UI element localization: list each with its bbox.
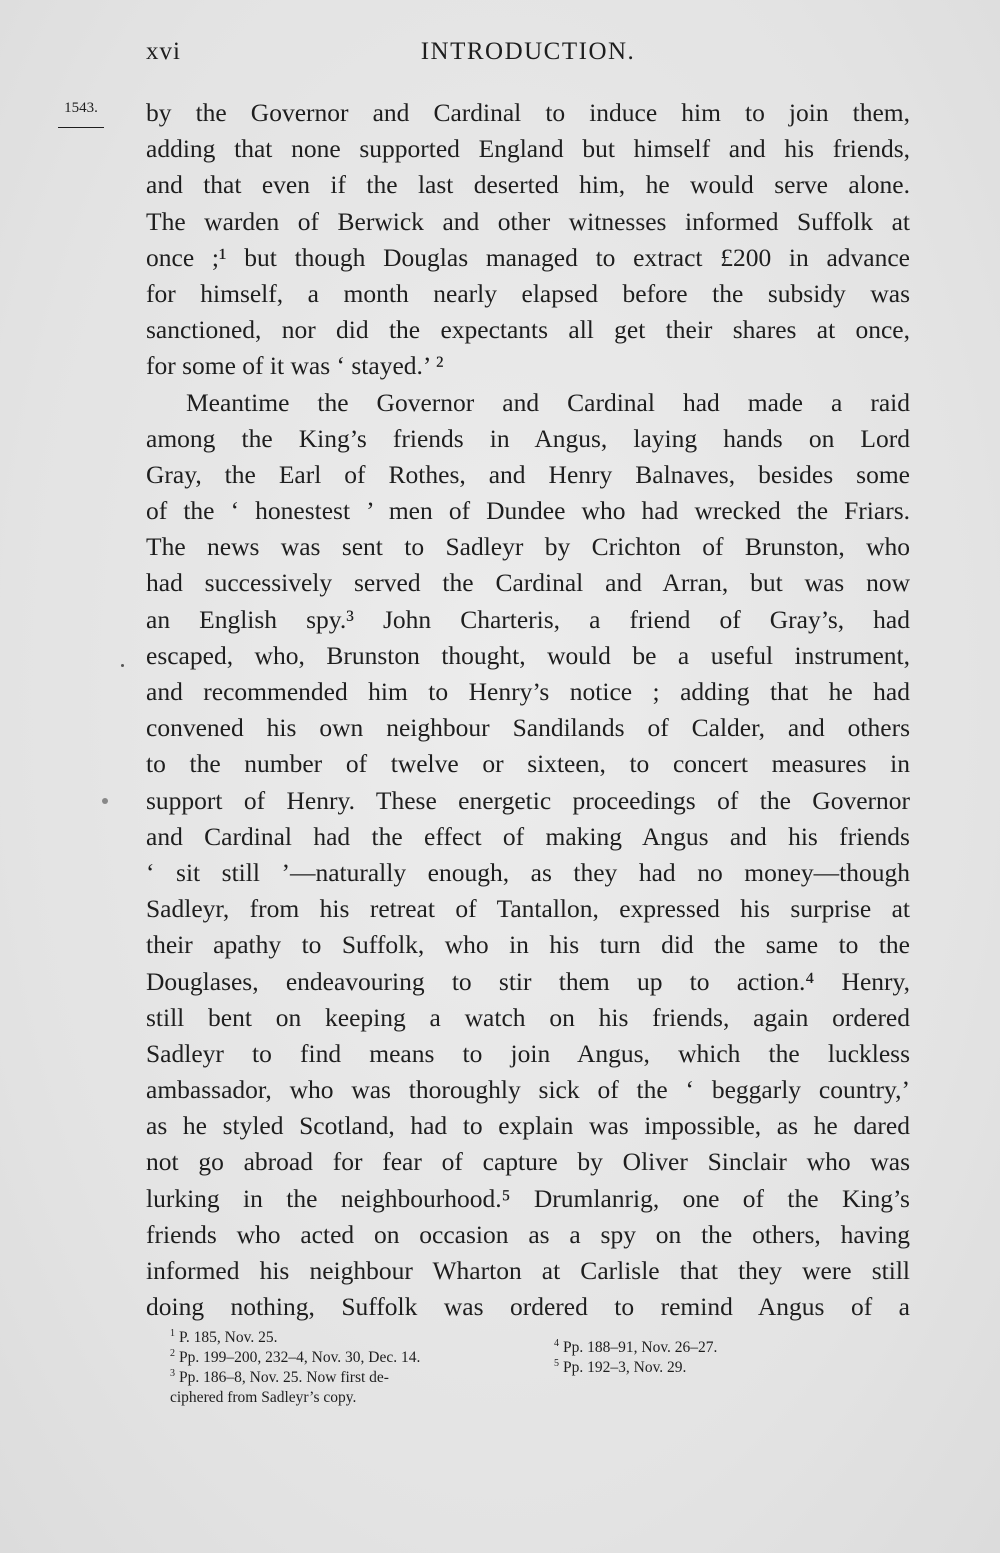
text-line: by the Governor and Cardinal to induce him to join them,	[146, 98, 910, 127]
text-line: once ;¹ but though Douglas managed to extract £200 in advance	[146, 242, 910, 272]
footnote-continuation: ciphered from Sadleyr’s copy.	[170, 1389, 357, 1406]
text-line: an English spy.³ John Charteris, a friend of Gray’s, had	[146, 604, 910, 634]
page-header	[146, 38, 910, 78]
text-line: and that even if the last deserted him, he would serve alone.	[146, 170, 910, 200]
footnote-text: P. 185, Nov. 25.	[179, 1329, 278, 1346]
text-line: The news was sent to Sadleyr by Crichton of Brunston, who	[146, 532, 910, 562]
footnote	[170, 1368, 540, 1388]
footnote-mark: 4	[554, 1338, 559, 1349]
text-line: for himself, a month nearly elapsed before the subsidy was	[146, 278, 910, 308]
text-line: escaped, who, Brunston thought, would be a useful instrument,	[146, 640, 910, 670]
text-line: their apathy to Suffolk, who in his turn did the same to the	[146, 930, 910, 960]
text-line: Sadleyr, from his retreat of Tantallon, expressed his surprise at	[146, 894, 910, 924]
text-line: Gray, the Earl of Rothes, and Henry Balnaves, besides some	[146, 459, 910, 489]
text-line: support of Henry. These energetic proceedings of the Governor	[146, 785, 910, 815]
text-line: friends who acted on occasion as a spy on the others, having	[146, 1219, 910, 1249]
text-line: as he styled Scotland, had to explain was impossible, as he dared	[146, 1111, 910, 1141]
footnote	[554, 1338, 894, 1358]
text-line: Douglases, endeavouring to stir them up to action.⁴ Henry,	[146, 966, 910, 996]
text-line: The warden of Berwick and other witnesses informed Suffolk at	[146, 206, 910, 236]
text-line: adding that none supported England but himself and his friends,	[146, 134, 910, 164]
text-line: informed his neighbour Wharton at Carlisle that they were still	[146, 1256, 910, 1285]
text-line: sanctioned, nor did the expectants all get their shares at once,	[146, 315, 910, 345]
footnote	[170, 1348, 540, 1368]
text-line: among the King’s friends in Angus, laying hands on Lord	[146, 423, 910, 453]
text-line: for some of it was ‘ stayed.’ ²	[146, 351, 444, 381]
running-head: INTRODUCTION.	[420, 38, 636, 65]
text-line: and recommended him to Henry’s notice ; adding that he had	[146, 677, 910, 706]
footnote-mark: 2	[170, 1348, 175, 1359]
text-line: ambassador, who was thoroughly sick of the ‘ beggarly country,’	[146, 1075, 910, 1105]
margin-year: 1543.	[64, 100, 98, 116]
footnote-text: Pp. 188–91, Nov. 26–27.	[563, 1339, 718, 1356]
paper-speck	[121, 664, 124, 667]
text-line: Sadleyr to find means to join Angus, which the luckless	[146, 1038, 910, 1068]
footnote-text: Pp. 199–200, 232–4, Nov. 30, Dec. 14.	[179, 1349, 421, 1366]
page-number: xvi	[146, 38, 181, 65]
footnote-mark: 5	[554, 1358, 559, 1369]
text-line: Meantime the Governor and Cardinal had made a raid	[186, 387, 910, 417]
margin-rule	[58, 127, 104, 128]
footnotes-right-column	[554, 1338, 894, 1378]
margin-year-note	[58, 100, 104, 128]
text-line: doing nothing, Suffolk was ordered to remind Angus of a	[146, 1292, 910, 1322]
footnote-text: Pp. 192–3, Nov. 29.	[563, 1359, 687, 1376]
text-line: had successively served the Cardinal and Arran, but was now	[146, 568, 910, 598]
text-line: and Cardinal had the effect of making Angus and his friends	[146, 821, 910, 851]
text-line: lurking in the neighbourhood.⁵ Drumlanrig, one of the King’s	[146, 1183, 910, 1213]
footnotes-left-column	[170, 1328, 540, 1408]
footnote-text: Pp. 186–8, Nov. 25. Now first de-	[179, 1369, 389, 1386]
text-line: of the ‘ honestest ’ men of Dundee who had wrecked the Friars.	[146, 496, 910, 526]
text-line: still bent on keeping a watch on his friends, again ordered	[146, 1002, 910, 1032]
body-text	[146, 95, 910, 1325]
footnote	[554, 1358, 894, 1378]
text-line: to the number of twelve or sixteen, to concert measures in	[146, 749, 910, 779]
footnote	[170, 1328, 540, 1348]
paper-speck	[102, 798, 108, 804]
text-line: ‘ sit still ’—naturally enough, as they had no money—though	[146, 857, 910, 887]
text-line: not go abroad for fear of capture by Oliver Sinclair who was	[146, 1147, 910, 1177]
footnote-mark: 3	[170, 1368, 175, 1379]
footnote-mark: 1	[170, 1328, 175, 1339]
text-line: convened his own neighbour Sandilands of Calder, and others	[146, 713, 910, 743]
